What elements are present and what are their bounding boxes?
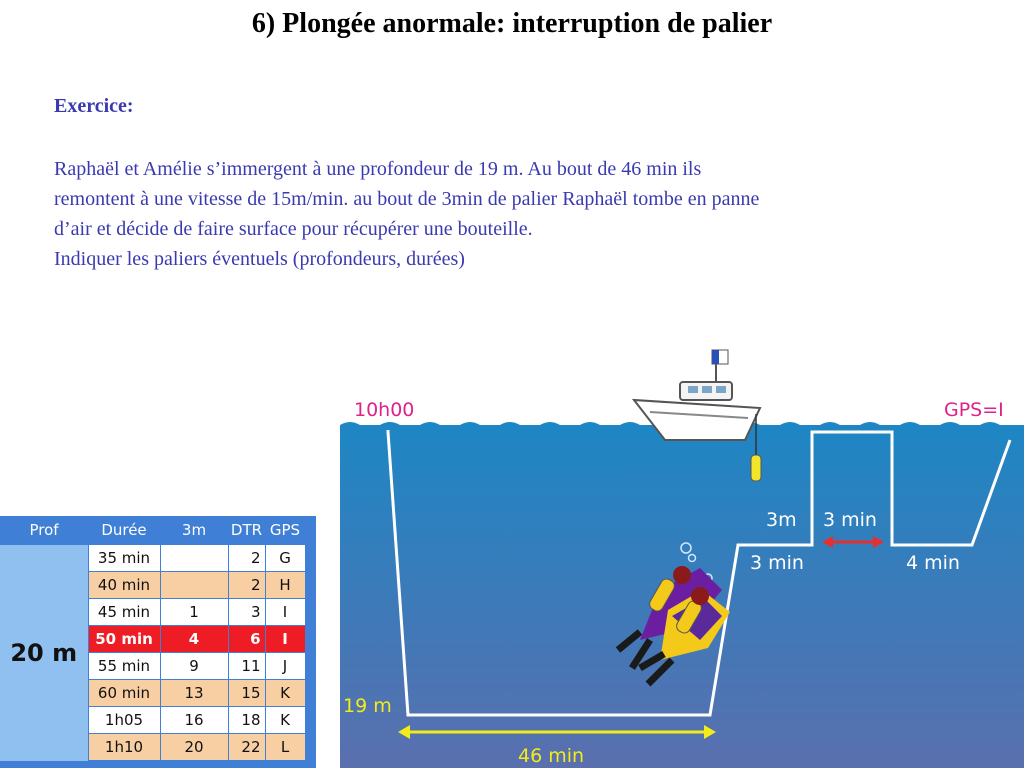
stop1-duration-label: 3 min bbox=[750, 552, 804, 574]
gps-cell: H bbox=[265, 572, 305, 599]
gps-cell: K bbox=[265, 680, 305, 707]
duration-cell: 45 min bbox=[88, 599, 160, 626]
dtr-cell: 3 bbox=[228, 599, 265, 626]
duration-cell: 40 min bbox=[88, 572, 160, 599]
stop-3m-cell bbox=[160, 572, 228, 599]
header-3m: 3m bbox=[181, 521, 207, 539]
gps-cell: G bbox=[265, 545, 305, 572]
gps-cell: K bbox=[265, 707, 305, 734]
stop-3m-cell: 20 bbox=[160, 734, 228, 761]
dtr-cell: 18 bbox=[228, 707, 265, 734]
stop-depth-label: 3m bbox=[766, 509, 797, 531]
depth-cell: 20 m bbox=[0, 545, 88, 761]
gps-cell: J bbox=[265, 653, 305, 680]
stop-3m-cell: 9 bbox=[160, 653, 228, 680]
stop-3m-cell: 4 bbox=[160, 626, 228, 653]
duration-cell: 60 min bbox=[88, 680, 160, 707]
stop-3m-cell bbox=[160, 545, 228, 572]
stop-3m-cell: 16 bbox=[160, 707, 228, 734]
dtr-cell: 22 bbox=[228, 734, 265, 761]
stop-3m-cell: 13 bbox=[160, 680, 228, 707]
interval-label: 3 min bbox=[823, 509, 877, 531]
exercise-line: d’air et décide de faire surface pour récupérer une bouteille. bbox=[54, 218, 533, 240]
stop2-duration-label: 4 min bbox=[906, 552, 960, 574]
exercise-line: remontent à une vitesse de 15m/min. au bout de 3min de palier Raphaël tombe en panne bbox=[54, 188, 760, 210]
bottom-depth-label: 19 m bbox=[343, 695, 392, 717]
slide-title: 6) Plongée anormale: interruption de palier bbox=[251, 8, 773, 39]
time-label: 10h00 bbox=[354, 399, 415, 421]
table-row bbox=[0, 545, 305, 572]
dtr-cell: 11 bbox=[228, 653, 265, 680]
dive-profile-diagram bbox=[340, 345, 1024, 768]
dtr-cell: 15 bbox=[228, 680, 265, 707]
duration-cell: 35 min bbox=[88, 545, 160, 572]
exercise-line: Indiquer les paliers éventuels (profondeurs, durées) bbox=[54, 248, 465, 270]
exercise-line: Raphaël et Amélie s’immergent à une profondeur de 19 m. Au bout de 46 min ils bbox=[54, 158, 702, 180]
gps-cell: I bbox=[265, 599, 305, 626]
exercise-text bbox=[54, 154, 984, 274]
bottom-duration-label: 46 min bbox=[518, 745, 585, 767]
gps-cell: I bbox=[265, 626, 305, 653]
gps-cell: L bbox=[265, 734, 305, 761]
decompression-table bbox=[0, 516, 316, 768]
exercise-label: Exercice: bbox=[54, 95, 134, 117]
header-duree: Durée bbox=[101, 521, 147, 539]
duration-cell: 55 min bbox=[88, 653, 160, 680]
dtr-cell: 2 bbox=[228, 572, 265, 599]
duration-cell: 1h10 bbox=[88, 734, 160, 761]
dtr-cell: 6 bbox=[228, 626, 265, 653]
table-header-row bbox=[0, 516, 305, 545]
stop-3m-cell: 1 bbox=[160, 599, 228, 626]
table-body bbox=[0, 545, 305, 761]
header-gps: GPS bbox=[269, 521, 301, 539]
duration-cell: 50 min bbox=[88, 626, 160, 653]
duration-cell: 1h05 bbox=[88, 707, 160, 734]
header-dtr: DTR bbox=[230, 521, 263, 539]
header-prof: Prof bbox=[29, 521, 59, 540]
gps-label: GPS=I bbox=[944, 399, 1004, 421]
dtr-cell: 2 bbox=[228, 545, 265, 572]
